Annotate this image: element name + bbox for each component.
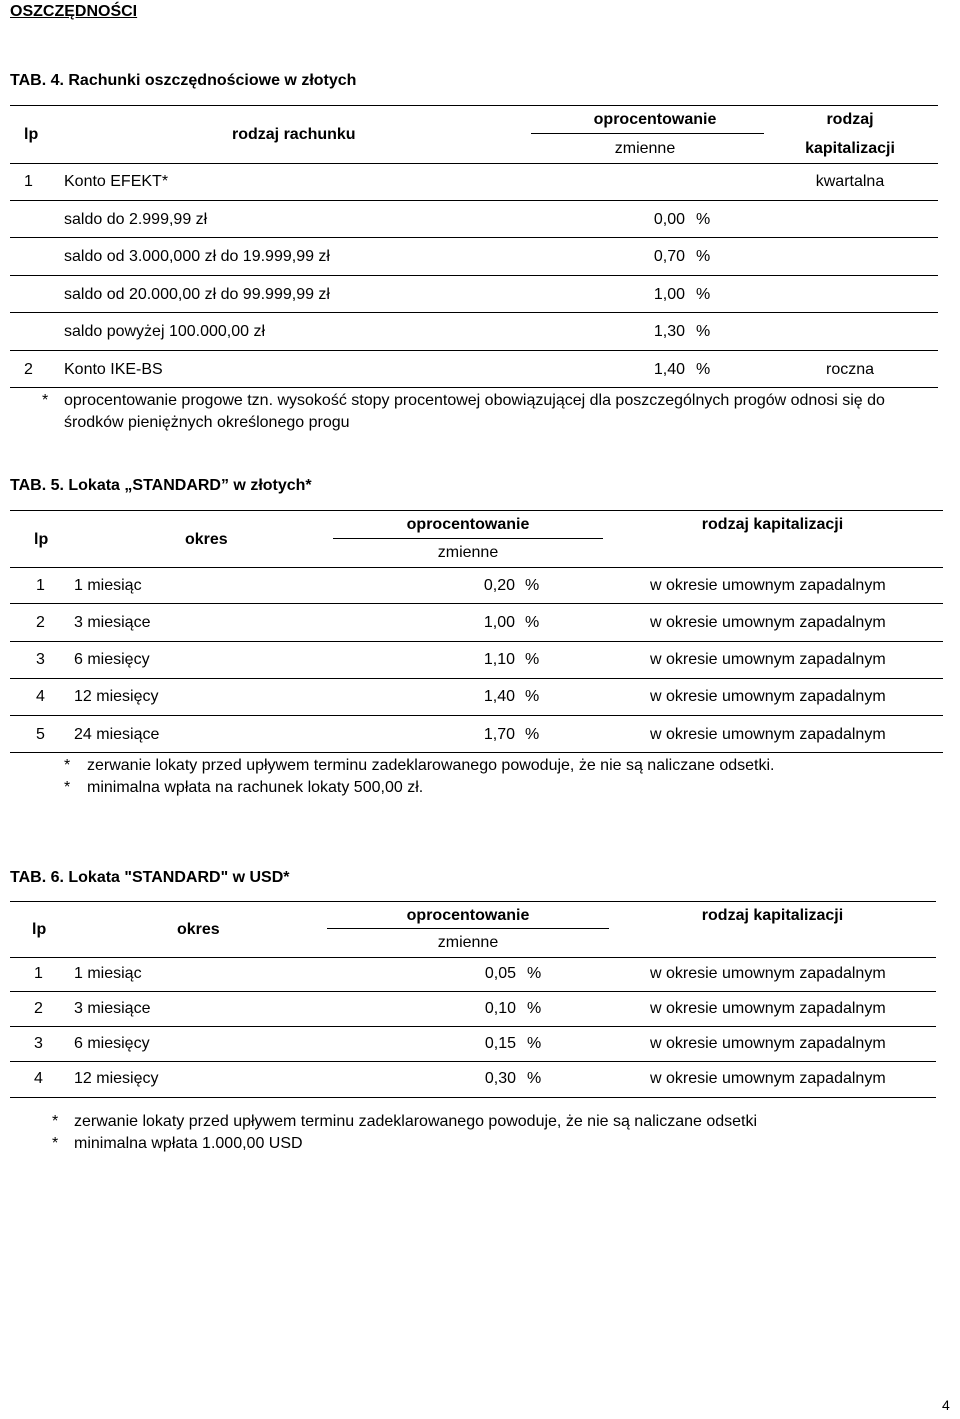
tab6-row-pct: % — [527, 1070, 542, 1087]
tab4-footnote-line2: środków pieniężnych określonego progu — [64, 414, 350, 431]
tab6-header-rate-bottom: zmienne — [437, 934, 499, 951]
tab5-row-rule — [10, 603, 943, 604]
tab5-row-cap: w okresie umownym zapadalnym — [650, 688, 886, 705]
tab5-row-pct: % — [525, 614, 540, 631]
tab6-header-rate-rule — [327, 928, 609, 929]
tab5-header-rate-bottom: zmienne — [437, 544, 499, 561]
tab4-row-rule — [10, 237, 938, 238]
tab4-row-lp: 1 — [24, 173, 33, 190]
tab6-note-star: * — [52, 1113, 59, 1130]
tab4-row-cap: kwartalna — [815, 173, 885, 190]
tab6-row-rule — [10, 991, 936, 992]
tab5-top-rule — [10, 510, 943, 511]
tab5-row-cap: w okresie umownym zapadalnym — [650, 577, 886, 594]
tab4-row-rule — [10, 275, 938, 276]
tab5-header-cap: rodzaj kapitalizacji — [701, 516, 844, 533]
tab4-row-name: Konto EFEKT* — [64, 173, 169, 190]
tab5-title: TAB. 5. Lokata „STANDARD” w złotych* — [10, 477, 312, 494]
tab6-note-star: * — [52, 1135, 59, 1152]
tab5-note-text: zerwanie lokaty przed upływem terminu zadeklarowanego powoduje, że nie są naliczane odsetki. — [87, 757, 775, 774]
tab4-row-name: saldo od 3.000,000 zł do 19.999,99 zł — [64, 248, 330, 265]
tab4-row-cap: roczna — [825, 361, 875, 378]
tab6-note-text: zerwanie lokaty przed upływem terminu zadeklarowanego powoduje, że nie są naliczane odsetki — [74, 1113, 758, 1130]
tab5-row-cap: w okresie umownym zapadalnym — [650, 651, 886, 668]
tab6-header-rate-top: oprocentowanie — [406, 907, 530, 924]
tab5-note-star: * — [64, 779, 71, 796]
tab4-footnote-line1: oprocentowanie progowe tzn. wysokość stopy procentowej obowiązującej dla poszczególnych progów odnosi się do — [64, 392, 885, 409]
tab6-header-rule — [10, 957, 936, 958]
tab6-row-period: 1 miesiąc — [74, 965, 142, 982]
tab4-row-name: Konto IKE-BS — [64, 361, 163, 378]
tab5-row-lp: 3 — [36, 651, 45, 668]
tab6-row-pct: % — [527, 965, 542, 982]
tab4-row-rule — [10, 312, 938, 313]
tab4-header-rate-bottom: zmienne — [614, 140, 676, 157]
tab6-row-lp: 3 — [34, 1035, 43, 1052]
tab5-header-lp: lp — [34, 531, 49, 548]
tab4-row-name: saldo od 20.000,00 zł do 99.999,99 zł — [64, 286, 330, 303]
tab4-title: TAB. 4. Rachunki oszczędnościowe w złotych — [10, 72, 357, 89]
tab4-header-rule — [10, 163, 938, 164]
tab5-row-cap: w okresie umownym zapadalnym — [650, 614, 886, 631]
tab6-row-pct: % — [527, 1035, 542, 1052]
tab5-row-lp: 5 — [36, 726, 45, 743]
tab6-row-pct: % — [527, 1000, 542, 1017]
tab6-row-rate: 0,15 — [484, 1035, 516, 1052]
tab6-row-period: 12 miesięcy — [74, 1070, 159, 1087]
tab6-row-rule — [10, 1026, 936, 1027]
tab4-row-rate: 1,40 — [653, 361, 685, 378]
page-number: 4 — [942, 1397, 950, 1413]
tab4-header-account-type: rodzaj rachunku — [232, 126, 356, 143]
tab5-row-cap: w okresie umownym zapadalnym — [650, 726, 886, 743]
tab6-row-lp: 2 — [34, 1000, 43, 1017]
tab5-header-rule — [10, 567, 943, 568]
tab5-row-pct: % — [525, 651, 540, 668]
tab6-note-text: minimalna wpłata 1.000,00 USD — [74, 1135, 303, 1152]
tab5-note-star: * — [64, 757, 71, 774]
tab5-row-period: 12 miesięcy — [74, 688, 159, 705]
tab4-row-pct: % — [696, 248, 711, 265]
tab6-header-lp: lp — [32, 921, 47, 938]
tab4-row-name: saldo powyżej 100.000,00 zł — [64, 323, 266, 340]
tab6-row-rate: 0,10 — [484, 1000, 516, 1017]
tab5-row-pct: % — [525, 577, 540, 594]
tab6-top-rule — [10, 901, 936, 902]
tab5-row-lp: 4 — [36, 688, 45, 705]
tab5-row-period: 1 miesiąc — [74, 577, 142, 594]
tab4-header-rate-top: oprocentowanie — [593, 111, 717, 128]
tab5-row-lp: 2 — [36, 614, 45, 631]
tab6-row-rate: 0,30 — [484, 1070, 516, 1087]
tab4-row-rate: 1,30 — [653, 323, 685, 340]
tab5-row-period: 24 miesiące — [74, 726, 160, 743]
tab6-row-cap: w okresie umownym zapadalnym — [650, 965, 886, 982]
tab6-row-lp: 1 — [34, 965, 43, 982]
section-title: OSZCZĘDNOŚCI — [10, 3, 138, 20]
tab4-row-rule — [10, 200, 938, 201]
tab4-row-pct: % — [696, 361, 711, 378]
tab4-header-rate-rule — [531, 133, 764, 134]
tab5-row-rate: 1,40 — [483, 688, 515, 705]
tab4-row-lp: 2 — [24, 361, 33, 378]
tab4-row-rate: 0,00 — [653, 211, 685, 228]
tab5-header-period: okres — [185, 531, 228, 548]
tab5-bottom-rule — [10, 752, 943, 753]
tab6-row-period: 3 miesiące — [74, 1000, 151, 1017]
tab5-row-lp: 1 — [36, 577, 45, 594]
tab6-header-period: okres — [177, 921, 220, 938]
tab4-header-cap-top: rodzaj — [826, 111, 874, 128]
tab4-header-lp: lp — [24, 126, 39, 143]
tab5-row-rule — [10, 715, 943, 716]
tab5-row-pct: % — [525, 726, 540, 743]
tab5-header-rate-rule — [333, 538, 603, 539]
tab6-title: TAB. 6. Lokata "STANDARD" w USD* — [10, 869, 290, 886]
tab4-header-cap-bottom: kapitalizacji — [805, 140, 895, 157]
tab6-row-rate: 0,05 — [484, 965, 516, 982]
tab4-footnote-star: * — [42, 392, 49, 409]
tab5-row-rule — [10, 641, 943, 642]
tab4-row-pct: % — [696, 286, 711, 303]
tab6-row-cap: w okresie umownym zapadalnym — [650, 1035, 886, 1052]
tab4-row-pct: % — [696, 323, 711, 340]
tab4-row-rate: 0,70 — [653, 248, 685, 265]
tab5-header-rate-top: oprocentowanie — [406, 516, 530, 533]
tab5-row-rate: 0,20 — [483, 577, 515, 594]
tab5-row-rate: 1,70 — [483, 726, 515, 743]
tab5-row-rate: 1,10 — [483, 651, 515, 668]
tab5-row-rule — [10, 678, 943, 679]
tab5-row-pct: % — [525, 688, 540, 705]
tab4-bottom-rule — [10, 387, 938, 388]
tab5-row-period: 6 miesięcy — [74, 651, 150, 668]
tab6-header-cap: rodzaj kapitalizacji — [701, 907, 844, 924]
tab6-bottom-rule — [10, 1097, 936, 1098]
tab5-row-period: 3 miesiące — [74, 614, 151, 631]
tab4-row-name: saldo do 2.999,99 zł — [64, 211, 208, 228]
tab5-note-text: minimalna wpłata na rachunek lokaty 500,00 zł. — [87, 779, 424, 796]
tab4-row-pct: % — [696, 211, 711, 228]
tab4-row-rule — [10, 350, 938, 351]
tab6-row-cap: w okresie umownym zapadalnym — [650, 1000, 886, 1017]
tab4-top-rule — [10, 105, 938, 106]
tab4-row-rate: 1,00 — [653, 286, 685, 303]
tab6-row-period: 6 miesięcy — [74, 1035, 150, 1052]
tab5-row-rate: 1,00 — [483, 614, 515, 631]
tab6-row-rule — [10, 1061, 936, 1062]
tab6-row-cap: w okresie umownym zapadalnym — [650, 1070, 886, 1087]
tab6-row-lp: 4 — [34, 1070, 43, 1087]
